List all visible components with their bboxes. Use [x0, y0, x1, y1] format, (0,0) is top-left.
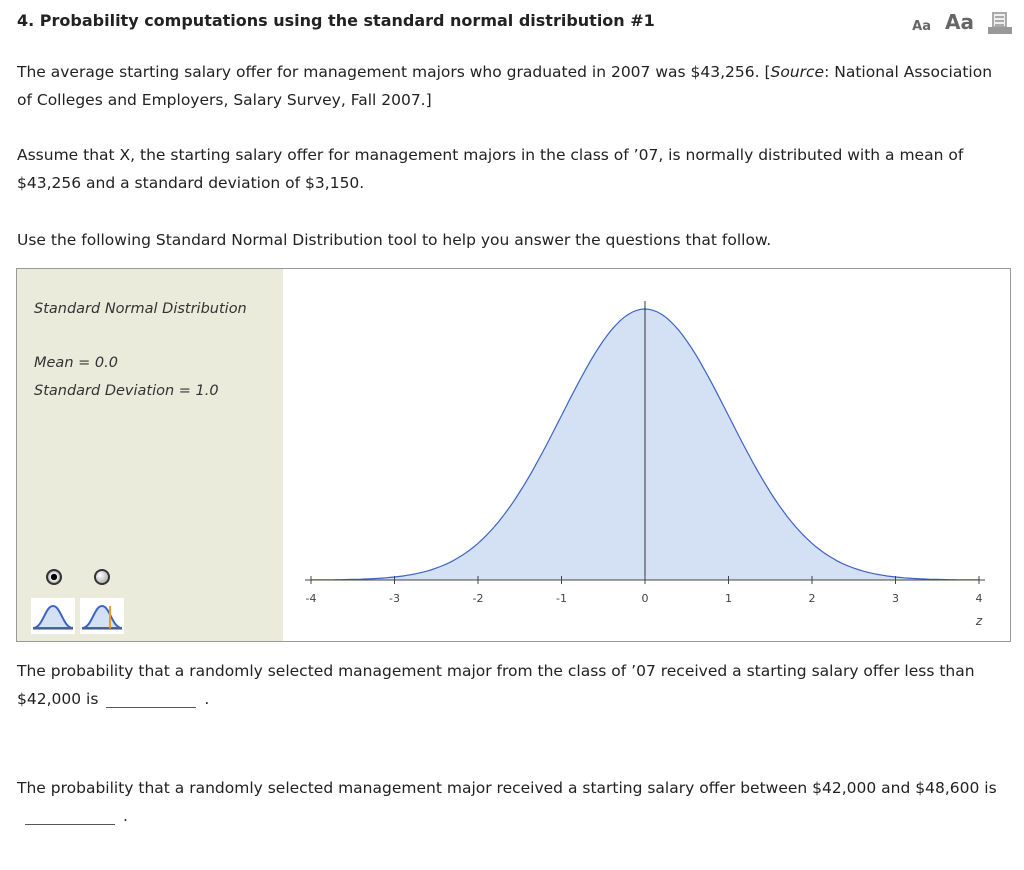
- mode-radio-cutoff[interactable]: [94, 569, 110, 585]
- intro-paragraph-1: [17, 58, 1007, 114]
- sd-label: Standard Deviation = 1.0: [34, 383, 219, 399]
- tool-title: Standard Normal Distribution: [34, 301, 247, 317]
- answer-1-input[interactable]: [106, 691, 196, 708]
- x-tick-label: -1: [556, 592, 567, 605]
- text: : National Association of Colleges and Employers, Salary Survey, Fall 2007.]: [17, 63, 993, 109]
- x-tick-label: -2: [472, 592, 484, 605]
- mean-label: Mean = 0.0: [34, 355, 118, 371]
- mode-radio-area[interactable]: [46, 569, 62, 585]
- question-text: The probability that a randomly selected management major received a starting salary offer between $42,000 and $48,600 is: [17, 779, 997, 797]
- x-axis-label: z: [975, 614, 983, 628]
- x-tick-label: 4: [975, 592, 983, 605]
- tool-sidebar: [17, 269, 283, 641]
- source-label: Source: [770, 63, 825, 81]
- increase-font-button[interactable]: Aa: [945, 10, 974, 34]
- bell-curve-icon[interactable]: [31, 598, 75, 634]
- x-tick-label: 1: [725, 592, 732, 605]
- print-icon[interactable]: [988, 12, 1012, 34]
- text: The average starting salary offer for management majors who graduated in 2007 was $43,256. [: [17, 63, 771, 81]
- decrease-font-button[interactable]: Aa: [912, 19, 932, 34]
- bell-curve-cutoff-icon[interactable]: [80, 598, 124, 634]
- x-tick-label: 0: [641, 592, 649, 605]
- x-tick-label: 2: [808, 592, 816, 605]
- answer-2-input[interactable]: [25, 808, 115, 825]
- x-tick-label: -4: [305, 592, 317, 605]
- period: .: [204, 690, 210, 708]
- question-text: The probability that a randomly selected management major from the class of ’07 received a starting salary offer less than $42,000 is: [17, 662, 975, 708]
- normal-distribution-tool: [16, 268, 1011, 642]
- period: .: [123, 807, 128, 825]
- intro-paragraph-2: Assume that X, the starting salary offer for management majors in the class of ’07, is normally distributed with a mean of $43,256 and a standard deviation of $3,150.: [17, 146, 964, 192]
- x-tick-label: 3: [892, 592, 899, 605]
- question-title: 4. Probability computations using the standard normal distribution #1: [17, 11, 655, 30]
- distribution-plot[interactable]: [283, 269, 1010, 641]
- question-2: [17, 774, 1007, 830]
- toolbar: [912, 10, 1012, 34]
- intro-paragraph-3: Use the following Standard Normal Distribution tool to help you answer the questions that follow.: [17, 231, 772, 249]
- x-tick-label: -3: [389, 592, 400, 605]
- question-1: [17, 657, 1007, 713]
